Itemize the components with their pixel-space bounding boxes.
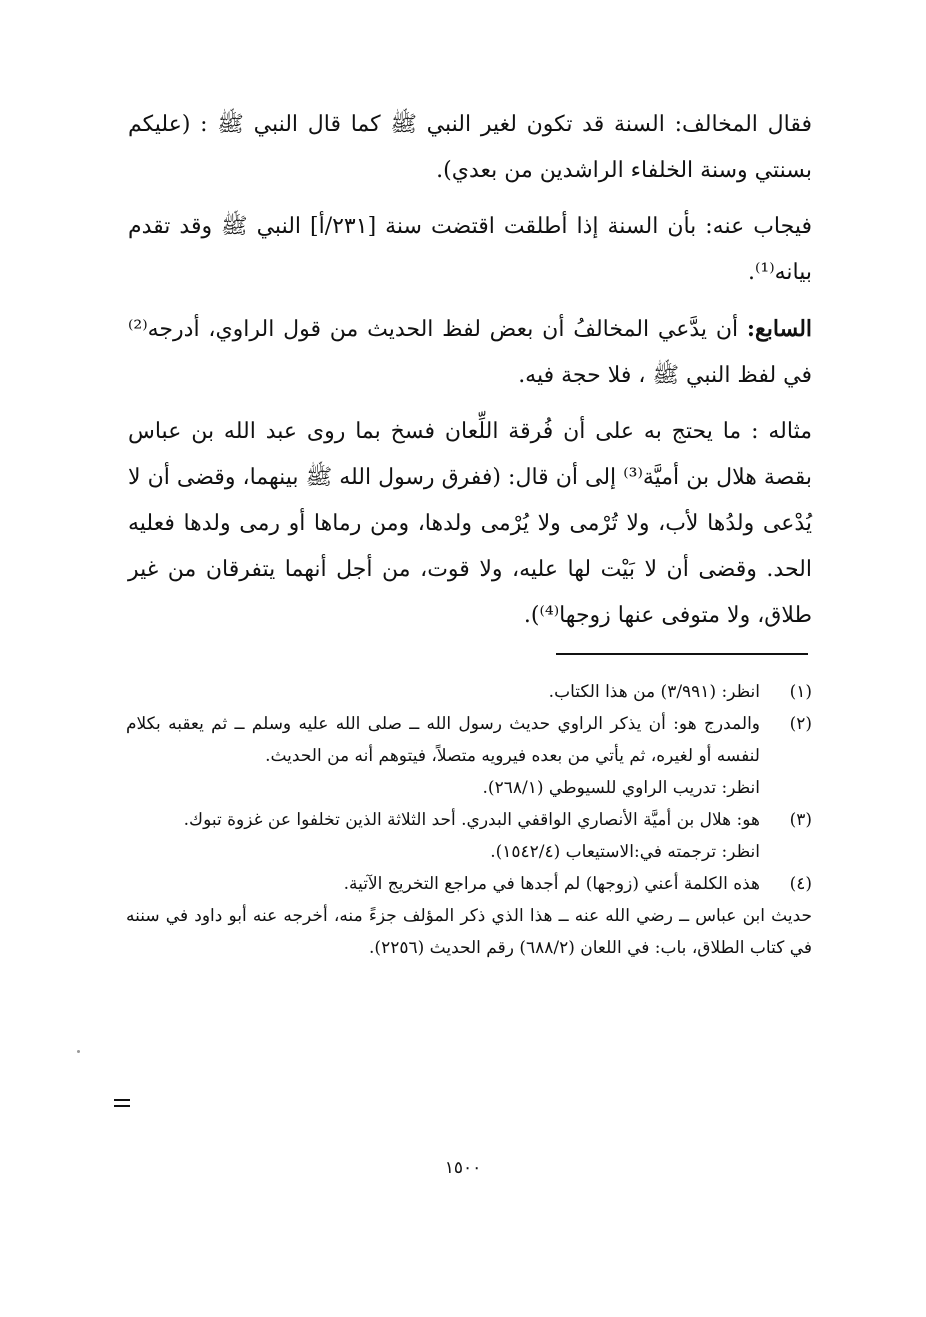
paragraph-4: مثاله : ما يحتج به على أن فُرقة اللِّعان فسخ بما روى عبد الله بن عباس بقصة هلال بن أميَّة⁽³⁾ إلى أن قال: (ففرق رسول الله ﷺ بينهما، وقضى أن لا يُدْعى ولدُها لأب، ولا تُرْمى ولا يُرْمى ولدها، ومن رماها أو رمى ولدها فعليه الحد. وقضى أن لا بَيْت لها عليه، ولا قوت، من أجل أنهما يتفرقان من غير طلاق، ولا متوفى عنها زوجها⁽⁴⁾). bbox=[128, 419, 812, 628]
footnote-1 bbox=[126, 676, 812, 708]
paragraph-1: فقال المخالف: السنة قد تكون لغير النبي ﷺ كما قال النبي ﷺ : (عليكم بسنتي وسنة الخلفاء الراشدين من بعدي). bbox=[128, 112, 812, 183]
scan-speck bbox=[77, 1050, 80, 1053]
page-number: ١٥٠٠ bbox=[444, 1158, 482, 1178]
main-text bbox=[128, 102, 812, 649]
paragraph-2: فيجاب عنه: بأن السنة إذا أطلقت اقتضت سنة [٢٣١/أ] النبي ﷺ وقد تقدم بيانه⁽¹⁾. bbox=[128, 214, 812, 285]
footnote-3 bbox=[126, 804, 812, 868]
continuation-mark bbox=[114, 1098, 130, 1108]
footnote-number: (١) bbox=[789, 682, 812, 702]
footnote-reference: انظر: تدريب الراوي للسيوطي (٢٦٨/١). bbox=[482, 778, 760, 798]
paragraph-3-text: أن يدَّعي المخالفُ أن بعض لفظ الحديث من قول الراوي، أدرجه⁽²⁾ في لفظ النبي ﷺ ، فلا حجة فيه. bbox=[128, 317, 812, 388]
footnote-4 bbox=[126, 868, 812, 900]
footnote-reference: انظر: ترجمته في:الاستيعاب (١٥٤٢/٤). bbox=[490, 842, 760, 862]
footnote-text: انظر: (٣/٩٩١) من هذا الكتاب. bbox=[548, 682, 760, 702]
footnote-number: (٤) bbox=[789, 874, 812, 894]
footnote-text: والمدرج هو: أن يذكر الراوي حديث رسول الله ــ صلى الله عليه وسلم ــ ثم يعقبه بكلام لنفسه أو لغيره، ثم يأتي من بعده فيرويه متصلاً، فيتوهم أنه من الحديث. bbox=[126, 714, 760, 766]
footnotes bbox=[126, 676, 812, 964]
paragraph-3 bbox=[128, 306, 812, 399]
footnote-separator bbox=[556, 653, 808, 655]
footnote-2 bbox=[126, 708, 812, 804]
footnote-number: (٢) bbox=[789, 714, 812, 734]
footnote-text: هو: هلال بن أميَّة الأنصاري الواقفي البدري. أحد الثلاثة الذين تخلفوا عن غزوة تبوك. bbox=[183, 810, 760, 830]
footnote-4-continuation: حديث ابن عباس ــ رضي الله عنه ــ هذا الذي ذكر المؤلف جزءً منه، أخرجه عنه أبو داود في سننه في كتاب الطلاق، باب: في اللعان (٦٨٨/٢) رقم الحديث (٢٢٥٦). bbox=[126, 906, 812, 958]
section-lead-word: السابع: bbox=[746, 316, 813, 342]
footnote-text: هذه الكلمة أعني (زوجها) لم أجدها في مراجع التخريج الآتية. bbox=[343, 874, 760, 894]
footnote-number: (٣) bbox=[789, 810, 812, 830]
